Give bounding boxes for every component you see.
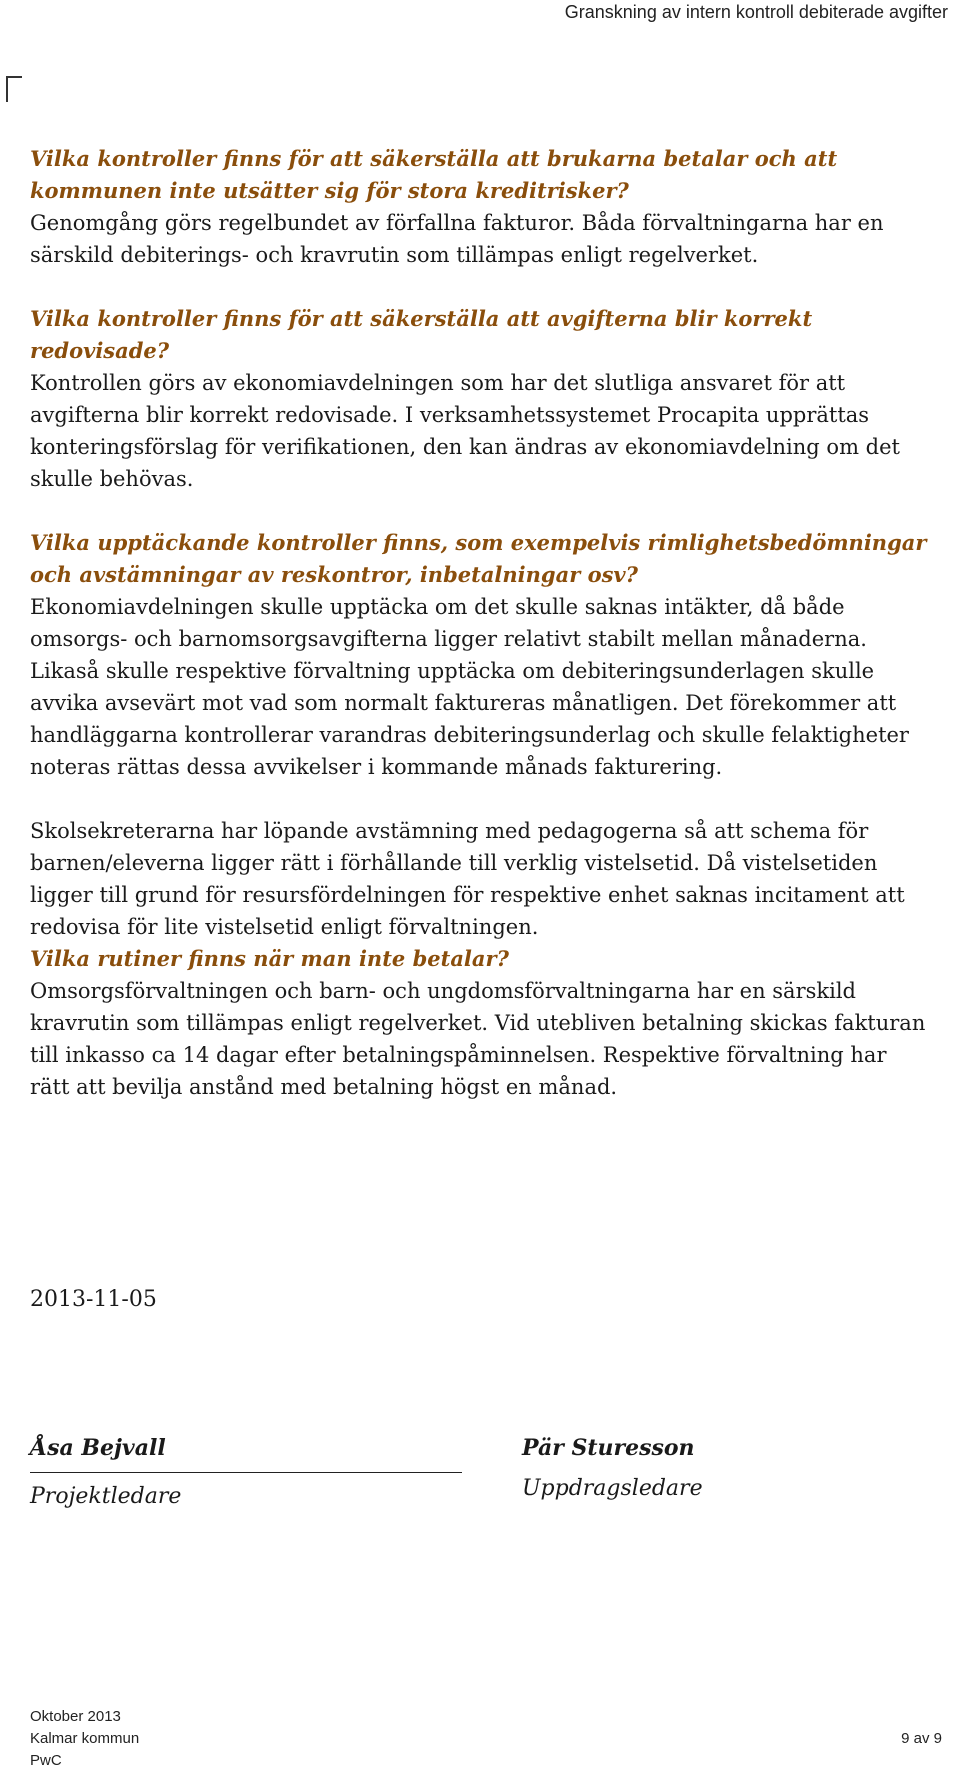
footer-firm: PwC (30, 1752, 62, 1769)
qa-section (30, 303, 930, 495)
section-answer: Ekonomiavdelningen skulle upptäcka om det skulle saknas intäkter, då både omsorgs- och barnomsorgsavgifterna ligger relativt stabilt mellan månaderna. Likaså skulle respektive förvaltning upptäcka om debiteringsunderlagen skulle avvika avsevärt mot vad som normalt faktureras månatligen. Det förekommer att handläggarna kontrollerar varandras debiteringsunderlag och skulle felaktigheter noteras rättas dessa avvikelser i kommande månads fakturering. (30, 595, 909, 779)
page-number: 9 av 9 (901, 1730, 942, 1747)
section-answer: Kontrollen görs av ekonomiavdelningen som har det slutliga ansvaret för att avgifterna blir korrekt redovisade. I verksamhetssystemet Procapita upprättas konteringsförslag för verifikationen, den kan ändras av ekonomiavdelning om det skulle behövas. (30, 371, 900, 491)
signer-title: Uppdragsledare (522, 1476, 703, 1501)
signature-line (30, 1472, 462, 1473)
page-footer (30, 1706, 942, 1772)
corner-mark-horizontal (6, 76, 22, 78)
body-paragraph: Skolsekreterarna har löpande avstämning med pedagogerna så att schema för barnen/eleverna ligger rätt i förhållande till verklig vistelsetid. Då vistelsetiden ligger till grund för resursfördelningen för respektive enhet saknas incitament att redovisa för lite vistelsetid enligt förvaltningen. (30, 819, 905, 939)
running-header: Granskning av intern kontroll debiterade avgifter (564, 2, 948, 22)
report-date: 2013-11-05 (30, 1287, 157, 1312)
section-question: Vilka upptäckande kontroller finns, som exempelvis rimlighetsbedömningar och avstämningar av reskontror, inbetalningar osv? (30, 530, 927, 587)
footer-client: Kalmar kommun (30, 1730, 140, 1747)
signer-name: Åsa Bejvall (30, 1435, 166, 1461)
signature-block (30, 1432, 462, 1513)
footer-month: Oktober 2013 (30, 1708, 121, 1725)
section-question: Vilka kontroller finns för att säkerställa att avgifterna blir korrekt redovisade? (30, 306, 813, 363)
signer-name: Pär Sturesson (522, 1435, 695, 1461)
signature-block (522, 1432, 954, 1505)
qa-section (30, 527, 930, 783)
document-body (30, 143, 930, 1135)
section-answer: Genomgång görs regelbundet av förfallna fakturor. Båda förvaltningarna har en särskild debiterings- och kravrutin som tillämpas enligt regelverket. (30, 211, 884, 267)
signer-title: Projektledare (30, 1484, 182, 1509)
qa-section (30, 143, 930, 271)
corner-mark-vertical (6, 76, 8, 102)
section-question: Vilka kontroller finns för att säkerställa att brukarna betalar och att kommunen inte utsätter sig för stora kreditrisker? (30, 146, 838, 203)
section-question: Vilka rutiner finns när man inte betalar? (30, 946, 509, 971)
qa-section (30, 943, 930, 1103)
section-answer: Omsorgsförvaltningen och barn- och ungdomsförvaltningarna har en särskild kravrutin som tillämpas enligt regelverket. Vid utebliven betalning skickas fakturan till inkasso ca 14 dagar efter betalningspåminnelsen. Respektive förvaltning har rätt att bevilja anstånd med betalning högst en månad. (30, 979, 926, 1099)
